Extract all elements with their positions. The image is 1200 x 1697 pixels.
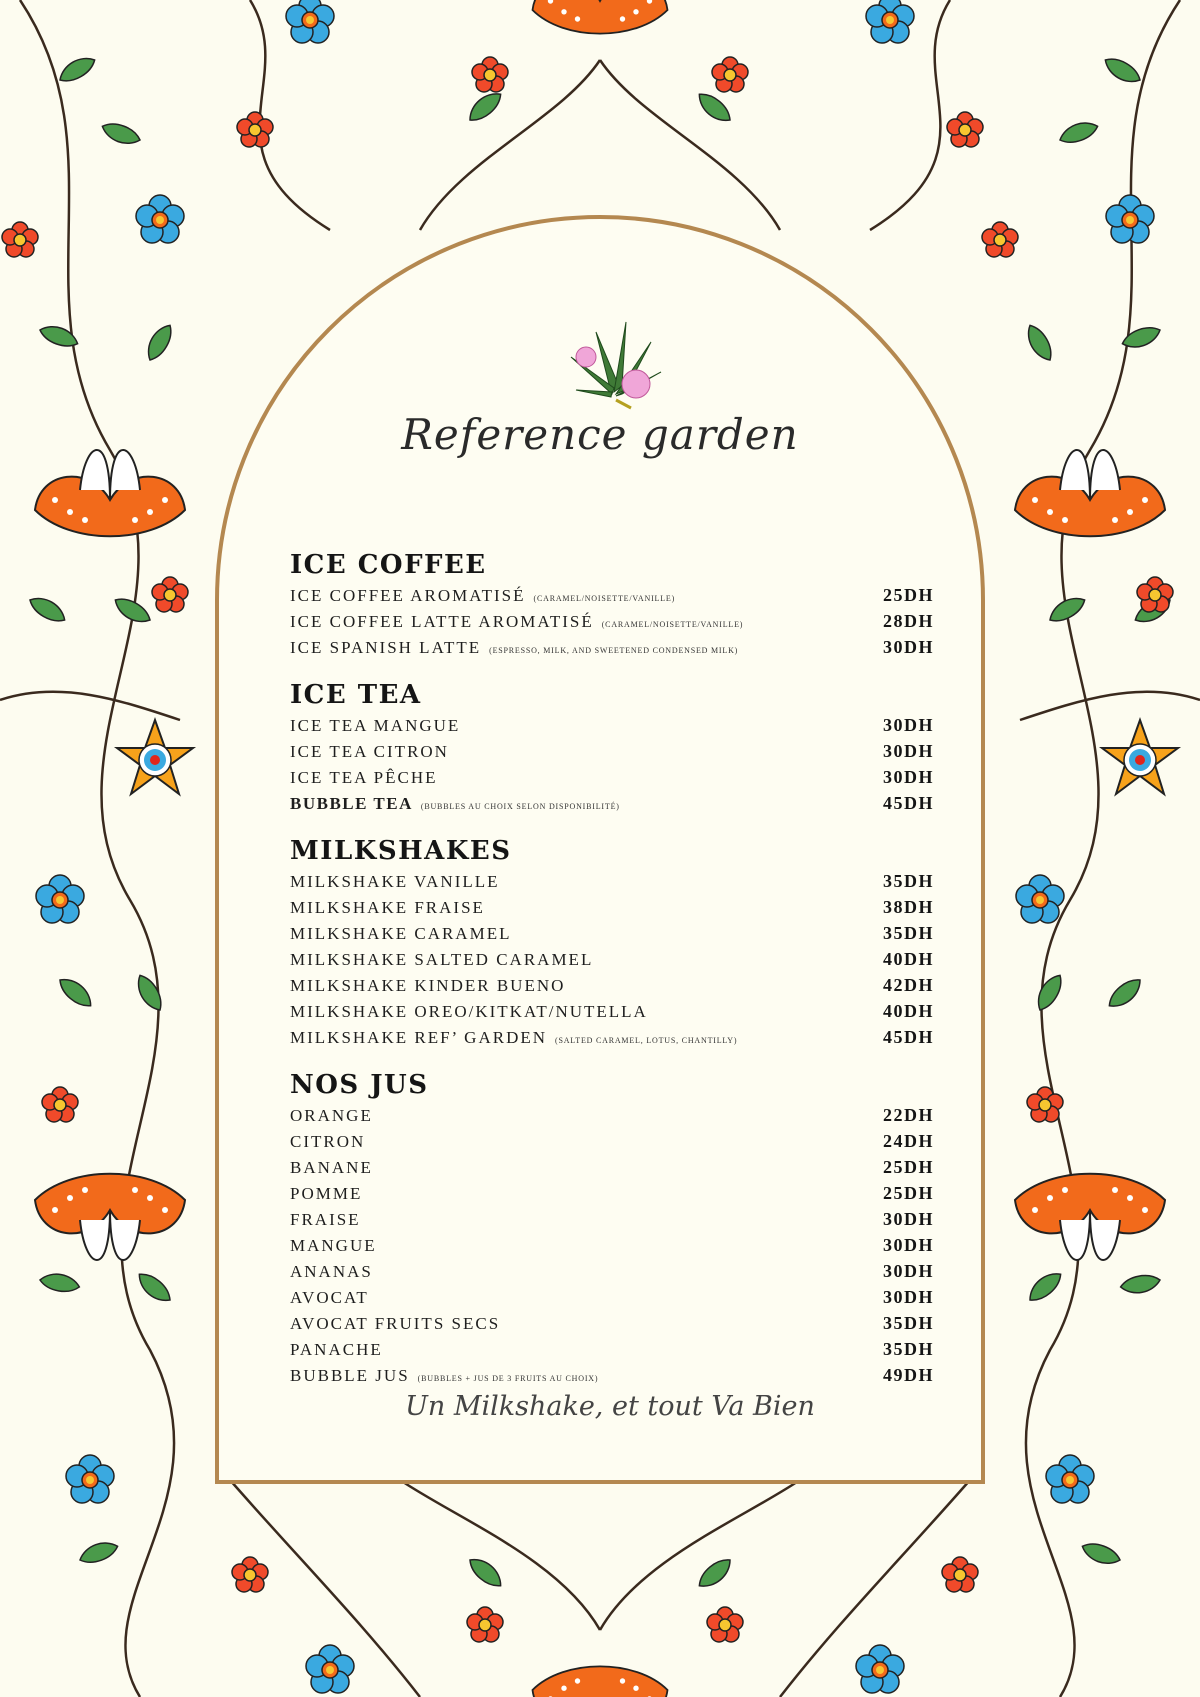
menu-item-label-group [290, 1337, 383, 1363]
menu-item-price: 30DH [883, 1235, 934, 1255]
menu-item-price: 45DH [883, 793, 934, 813]
menu-item-name: ORANGE [290, 1106, 373, 1125]
menu-item-name: BUBBLE TEA [290, 794, 413, 813]
menu-item-price: 35DH [883, 871, 934, 891]
menu-item [290, 1024, 934, 1050]
menu-item-label-group [290, 1181, 362, 1207]
menu-item [290, 712, 934, 738]
menu-item [290, 946, 934, 972]
menu-item-label-group [290, 791, 620, 820]
section-title: ICE TEA [290, 680, 422, 710]
menu-item [290, 1128, 934, 1154]
menu-item-label-group [290, 973, 565, 999]
menu-item-label-group [290, 1233, 377, 1259]
brand-name: Reference garden [401, 410, 799, 459]
menu-item-price: 25DH [883, 1157, 934, 1177]
menu-item-label-group [290, 713, 460, 739]
menu-item-name: MILKSHAKE REF’ GARDEN [290, 1028, 548, 1047]
menu-item-name: BANANE [290, 1158, 373, 1177]
menu-item-price: 30DH [883, 1209, 934, 1229]
menu-item [290, 1206, 934, 1232]
slogan: Un Milkshake, et tout Va Bien [405, 1391, 815, 1422]
menu-item-name: CITRON [290, 1132, 366, 1151]
menu-item-price: 38DH [883, 897, 934, 917]
menu-item-price: 24DH [883, 1131, 934, 1151]
menu-item-label-group [290, 1285, 369, 1311]
menu-item-price: 35DH [883, 1339, 934, 1359]
menu-item-name: ICE TEA MANGUE [290, 716, 461, 735]
menu-item-price: 30DH [883, 741, 934, 761]
menu-item-label-group [290, 583, 675, 612]
menu-item-label-group [290, 947, 593, 973]
menu-item-label-group [290, 739, 449, 765]
menu-item-label-group [290, 1363, 598, 1392]
menu-item-label-group [290, 921, 511, 947]
menu-item [290, 1362, 934, 1388]
menu-item-label-group [290, 999, 648, 1025]
menu-item-label-group [290, 1259, 373, 1285]
menu-item-note: (BUBBLES AU CHOIX SELON DISPONIBILITÉ) [420, 802, 620, 811]
menu-item-note: (CARAMEL/NOISETTE/VANILLE) [533, 594, 676, 603]
menu-item-label-group [290, 765, 438, 791]
menu-item-name: ANANAS [290, 1262, 373, 1281]
menu-item-name: ICE SPANISH LATTE [290, 638, 482, 657]
section-title: ICE COFFEE [290, 550, 487, 580]
menu-item-name: ICE TEA CITRON [290, 742, 449, 761]
menu-item-name: ICE COFFEE LATTE AROMATISÉ [290, 612, 594, 631]
menu-item-label-group [290, 609, 743, 638]
menu-item-name: ICE COFFEE AROMATISÉ [290, 586, 526, 605]
menu-item-price: 30DH [883, 715, 934, 735]
menu-item-price: 45DH [883, 1027, 934, 1047]
menu-item-note: (SALTED CARAMEL, LOTUS, CHANTILLY) [555, 1036, 738, 1045]
menu-item-price: 25DH [883, 585, 934, 605]
menu-item-name: MILKSHAKE FRAISE [290, 898, 485, 917]
menu-item-price: 40DH [883, 1001, 934, 1021]
menu-item [290, 738, 934, 764]
menu-item-label-group [290, 869, 500, 895]
menu-item-note: (ESPRESSO, MILK, AND SWEETENED CONDENSED MILK) [489, 646, 739, 655]
section-title: NOS JUS [290, 1070, 429, 1100]
menu-item-price: 30DH [883, 767, 934, 787]
menu-item-name: MILKSHAKE KINDER BUENO [290, 976, 566, 995]
menu-item-label-group [290, 1129, 365, 1155]
menu-item-label-group [290, 1103, 373, 1129]
menu-item-name: MILKSHAKE OREO/KITKAT/NUTELLA [290, 1002, 648, 1021]
menu-item-name: ICE TEA PÊCHE [290, 768, 438, 787]
menu-item [290, 764, 934, 790]
menu-item-name: AVOCAT [290, 1288, 369, 1307]
menu-item-label-group [290, 1311, 500, 1337]
section-title: MILKSHAKES [290, 836, 512, 866]
menu-item [290, 1336, 934, 1362]
menu-item-label-group [290, 635, 738, 664]
menu-item [290, 634, 934, 660]
menu-item-note: (BUBBLES + JUS DE 3 FRUITS AU CHOIX) [417, 1374, 599, 1383]
menu-item-price: 49DH [883, 1365, 934, 1385]
menu-item [290, 1284, 934, 1310]
menu-item [290, 894, 934, 920]
menu-item [290, 998, 934, 1024]
menu-item-name: POMME [290, 1184, 363, 1203]
menu-item [290, 1310, 934, 1336]
menu-item-name: PANACHE [290, 1340, 383, 1359]
menu-item-name: BUBBLE JUS [290, 1366, 410, 1385]
menu-item-price: 42DH [883, 975, 934, 995]
menu-item-name: MANGUE [290, 1236, 377, 1255]
menu-item-note: (CARAMEL/NOISETTE/VANILLE) [601, 620, 744, 629]
menu-item-price: 28DH [883, 611, 934, 631]
menu-list [290, 548, 934, 1388]
menu-item [290, 790, 934, 816]
menu-item [290, 920, 934, 946]
menu-item-name: AVOCAT FRUITS SECS [290, 1314, 501, 1333]
menu-item [290, 582, 934, 608]
menu-item [290, 1258, 934, 1284]
menu-item-price: 35DH [883, 1313, 934, 1333]
menu-item-label-group [290, 1155, 373, 1181]
menu-item-price: 30DH [883, 1287, 934, 1307]
menu-item-name: FRAISE [290, 1210, 361, 1229]
menu-item-price: 25DH [883, 1183, 934, 1203]
menu-item-label-group [290, 1025, 737, 1054]
menu-item-price: 30DH [883, 1261, 934, 1281]
menu-item-price: 40DH [883, 949, 934, 969]
menu-item [290, 868, 934, 894]
menu-item-price: 35DH [883, 923, 934, 943]
menu-item [290, 1154, 934, 1180]
menu-item-price: 22DH [883, 1105, 934, 1125]
menu-item-name: MILKSHAKE VANILLE [290, 872, 500, 891]
menu-item [290, 972, 934, 998]
menu-item-label-group [290, 895, 485, 921]
menu-item-label-group [290, 1207, 361, 1233]
menu-item [290, 1102, 934, 1128]
menu-item [290, 1180, 934, 1206]
menu-item [290, 1232, 934, 1258]
menu-item [290, 608, 934, 634]
menu-item-name: MILKSHAKE SALTED CARAMEL [290, 950, 594, 969]
menu-item-price: 30DH [883, 637, 934, 657]
menu-item-name: MILKSHAKE CARAMEL [290, 924, 512, 943]
